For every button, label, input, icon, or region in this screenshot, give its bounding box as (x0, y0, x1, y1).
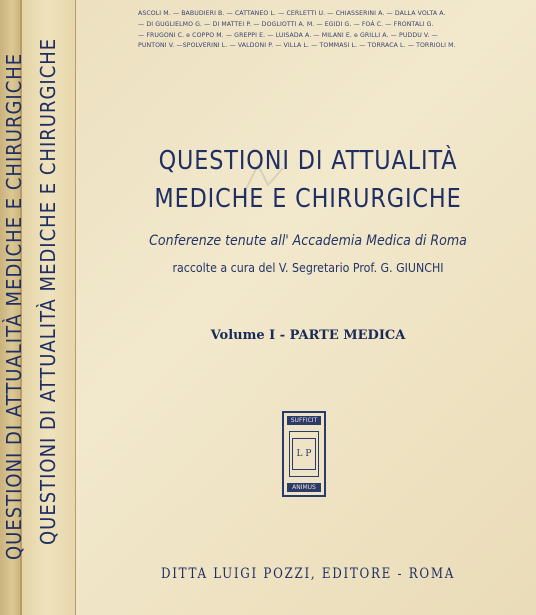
authors-line: ASCOLI M. — BABUDIERI B. — CATTANEO L. — CERLETTI U. — CHIASSERINI A. — DALLA VOLTA A. (138, 10, 446, 17)
logo-top-band: SUFFICIT (287, 416, 321, 425)
subtitle: Conferenze tenute all' Accademia Medica di Roma (149, 233, 467, 249)
front-spine-title: QUESTIONI DI ATTUALITÀ MEDICHE E CHIRURGICHE (36, 37, 60, 545)
authors-line: — DI GUGLIELMO G. — DI MATTEI P. — DOGLIOTTI A. M. — EGIDI G. — FOÀ C. — FRONTALI G. (138, 20, 434, 28)
authors-line: — FRUGONI C. e COPPO M. — GREPPI E. — LUISADA A. — MILANI E. e GRILLI A. — PUDDU V. — (138, 31, 438, 39)
authors-line: PUNTONI V. —SPOLVERINI L. — VALDONI P. — VILLA L. — TOMMASI L. — TORRACA L. — TORRIOLI M. (138, 42, 456, 50)
publisher-logo (282, 411, 326, 497)
back-spine-title: QUESTIONI DI ATTUALITÀ MEDICHE E CHIRURGICHE (2, 52, 26, 560)
logo-bottom-band: ANIMUS (287, 483, 321, 492)
authors-list (138, 9, 470, 52)
logo-frame (289, 431, 319, 477)
book-cover (76, 0, 536, 615)
publisher-line: DITTA LUIGI POZZI, EDITORE - ROMA (160, 566, 456, 582)
title-line-2: MEDICHE E CHIRURGICHE (154, 184, 462, 214)
logo-monogram: L P (292, 438, 316, 470)
title-line-1: QUESTIONI DI ATTUALITÀ (158, 146, 458, 176)
curator-line: raccolte a cura del V. Segretario Prof. G. GIUNCHI (172, 261, 444, 275)
volume-label: Volume I - PARTE MEDICA (210, 328, 406, 343)
